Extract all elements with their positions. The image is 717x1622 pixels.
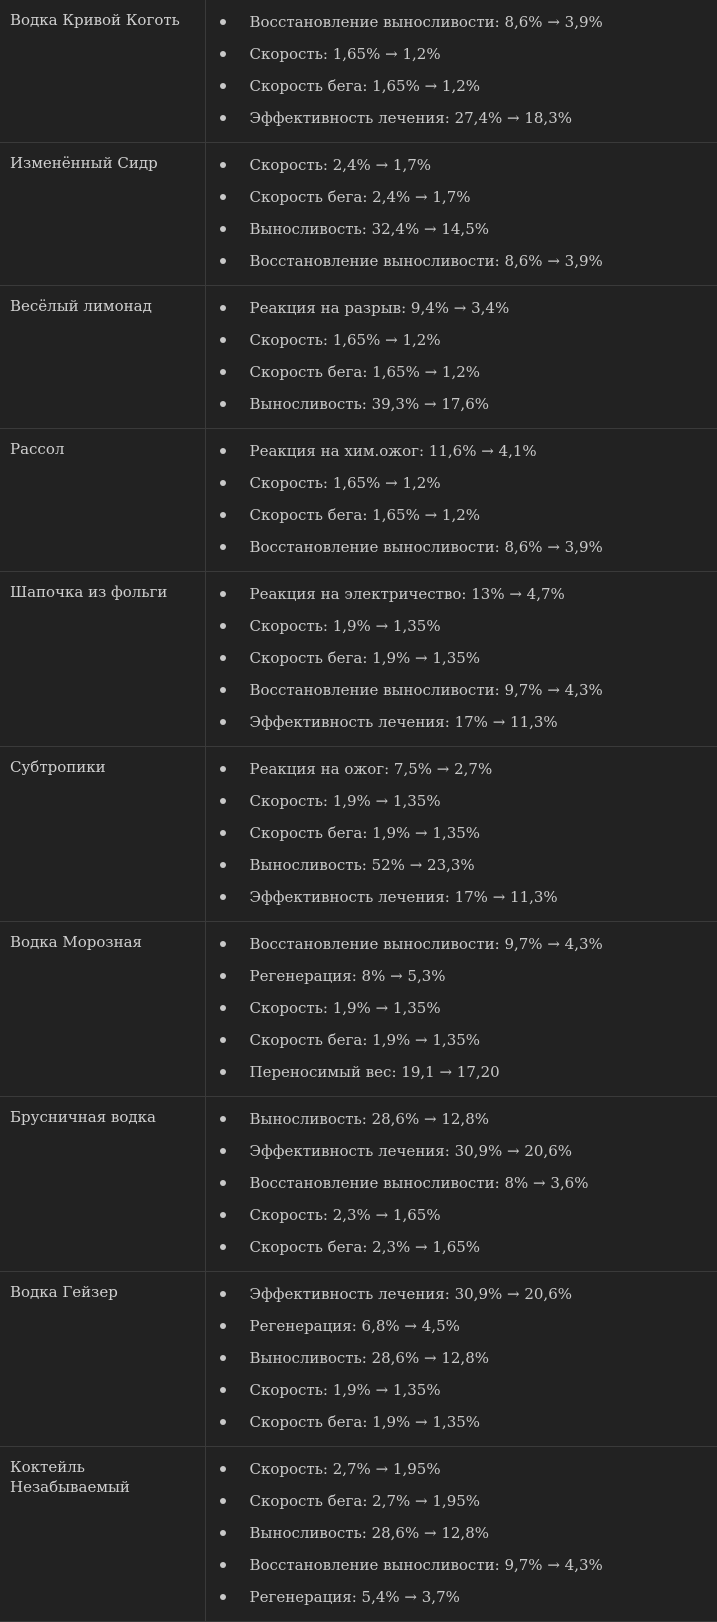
effects-list [206, 143, 717, 285]
effects-list [206, 922, 717, 1096]
bullet-icon [220, 1530, 226, 1536]
bullet-icon [220, 1466, 226, 1472]
effect-item [206, 213, 717, 245]
effects-cell [205, 143, 717, 286]
bullet-icon [220, 1498, 226, 1504]
effect-item [206, 881, 717, 913]
effect-text: Восстановление выносливости: 8,6% → 3,9% [250, 538, 603, 556]
table-row [0, 747, 717, 922]
effect-item [206, 1549, 717, 1581]
table-row [0, 572, 717, 747]
bullet-icon [220, 448, 226, 454]
effect-text: Реакция на разрыв: 9,4% → 3,4% [250, 299, 510, 317]
item-name: Водка Кривой Коготь [0, 0, 205, 143]
effect-text: Регенерация: 6,8% → 4,5% [250, 1317, 460, 1335]
bullet-icon [220, 1562, 226, 1568]
effect-text: Скорость бега: 2,4% → 1,7% [250, 188, 471, 206]
effect-item [206, 706, 717, 738]
bullet-icon [220, 1387, 226, 1393]
effect-text: Реакция на электричество: 13% → 4,7% [250, 585, 565, 603]
effect-item [206, 642, 717, 674]
effect-text: Скорость бега: 1,9% → 1,35% [250, 649, 481, 667]
bullet-icon [220, 369, 226, 375]
effect-text: Скорость бега: 1,9% → 1,35% [250, 824, 481, 842]
bullet-icon [220, 798, 226, 804]
bullet-icon [220, 1069, 226, 1075]
effect-text: Эффективность лечения: 17% → 11,3% [250, 713, 558, 731]
bullet-icon [220, 194, 226, 200]
bullet-icon [220, 1419, 226, 1425]
bullet-icon [220, 687, 226, 693]
bullet-icon [220, 1116, 226, 1122]
effect-item [206, 960, 717, 992]
bullet-icon [220, 544, 226, 550]
bullet-icon [220, 1037, 226, 1043]
effect-text: Выносливость: 32,4% → 14,5% [250, 220, 490, 238]
effect-item [206, 1231, 717, 1263]
effects-list [206, 1097, 717, 1271]
effect-item [206, 38, 717, 70]
bullet-icon [220, 51, 226, 57]
effect-item [206, 1199, 717, 1231]
item-name: Водка Гейзер [0, 1272, 205, 1447]
effect-item [206, 1278, 717, 1310]
effect-item [206, 292, 717, 324]
effect-text: Скорость бега: 1,65% → 1,2% [250, 363, 481, 381]
effects-cell [205, 922, 717, 1097]
bullet-icon [220, 1212, 226, 1218]
bullet-icon [220, 1148, 226, 1154]
item-name: Водка Морозная [0, 922, 205, 1097]
effect-item [206, 928, 717, 960]
bullet-icon [220, 337, 226, 343]
effect-text: Восстановление выносливости: 9,7% → 4,3% [250, 935, 603, 953]
effects-list [206, 429, 717, 571]
bullet-icon [220, 226, 226, 232]
effect-item [206, 102, 717, 134]
bullet-icon [220, 1323, 226, 1329]
effects-list [206, 1447, 717, 1621]
effect-item [206, 1056, 717, 1088]
effects-cell [205, 1447, 717, 1622]
bullet-icon [220, 830, 226, 836]
effect-item [206, 1517, 717, 1549]
effect-item [206, 356, 717, 388]
effect-text: Скорость: 1,65% → 1,2% [250, 331, 441, 349]
effect-text: Восстановление выносливости: 8,6% → 3,9% [250, 252, 603, 270]
bullet-icon [220, 83, 226, 89]
bullet-icon [220, 655, 226, 661]
bullet-icon [220, 623, 226, 629]
effect-item [206, 1310, 717, 1342]
bullet-icon [220, 115, 226, 121]
effect-text: Скорость: 1,9% → 1,35% [250, 999, 441, 1017]
bullet-icon [220, 480, 226, 486]
item-name: Субтропики [0, 747, 205, 922]
effect-item [206, 467, 717, 499]
table-row [0, 286, 717, 429]
effect-item [206, 849, 717, 881]
effect-item [206, 1374, 717, 1406]
effect-item [206, 245, 717, 277]
effect-text: Регенерация: 5,4% → 3,7% [250, 1588, 460, 1606]
item-name: Брусничная водка [0, 1097, 205, 1272]
effect-item [206, 1024, 717, 1056]
effect-text: Эффективность лечения: 17% → 11,3% [250, 888, 558, 906]
bullet-icon [220, 401, 226, 407]
effects-cell [205, 747, 717, 922]
bullet-icon [220, 1180, 226, 1186]
item-name: Рассол [0, 429, 205, 572]
table-row [0, 1097, 717, 1272]
effect-item [206, 499, 717, 531]
table-row [0, 1447, 717, 1622]
effect-text: Регенерация: 8% → 5,3% [250, 967, 446, 985]
effects-list [206, 747, 717, 921]
effect-text: Эффективность лечения: 27,4% → 18,3% [250, 109, 573, 127]
effect-item [206, 674, 717, 706]
effects-cell [205, 429, 717, 572]
bullet-icon [220, 862, 226, 868]
bullet-icon [220, 162, 226, 168]
effect-text: Эффективность лечения: 30,9% → 20,6% [250, 1285, 573, 1303]
effect-item [206, 1485, 717, 1517]
effect-item [206, 6, 717, 38]
effect-text: Скорость бега: 1,9% → 1,35% [250, 1031, 481, 1049]
effect-text: Скорость: 1,9% → 1,35% [250, 1381, 441, 1399]
bullet-icon [220, 1594, 226, 1600]
table-row [0, 0, 717, 143]
effect-text: Скорость: 1,65% → 1,2% [250, 474, 441, 492]
effect-text: Выносливость: 28,6% → 12,8% [250, 1349, 490, 1367]
effect-text: Выносливость: 39,3% → 17,6% [250, 395, 490, 413]
effect-text: Скорость: 1,65% → 1,2% [250, 45, 441, 63]
table-row [0, 143, 717, 286]
effect-item [206, 1167, 717, 1199]
effect-item [206, 1406, 717, 1438]
effect-text: Реакция на хим.ожог: 11,6% → 4,1% [250, 442, 537, 460]
effect-text: Скорость: 1,9% → 1,35% [250, 792, 441, 810]
effect-text: Скорость бега: 1,9% → 1,35% [250, 1413, 481, 1431]
effect-text: Восстановление выносливости: 9,7% → 4,3% [250, 681, 603, 699]
effects-cell [205, 1272, 717, 1447]
effect-text: Скорость бега: 1,65% → 1,2% [250, 506, 481, 524]
item-name: Шапочка из фольги [0, 572, 205, 747]
effect-item [206, 149, 717, 181]
effect-text: Восстановление выносливости: 8% → 3,6% [250, 1174, 589, 1192]
bullet-icon [220, 973, 226, 979]
effect-text: Скорость: 2,7% → 1,95% [250, 1460, 441, 1478]
bullet-icon [220, 512, 226, 518]
effect-text: Эффективность лечения: 30,9% → 20,6% [250, 1142, 573, 1160]
bullet-icon [220, 766, 226, 772]
effect-item [206, 1103, 717, 1135]
effect-item [206, 817, 717, 849]
bullet-icon [220, 258, 226, 264]
effect-text: Выносливость: 28,6% → 12,8% [250, 1110, 490, 1128]
effect-item [206, 181, 717, 213]
effect-text: Реакция на ожог: 7,5% → 2,7% [250, 760, 493, 778]
effects-cell [205, 0, 717, 143]
effect-text: Восстановление выносливости: 8,6% → 3,9% [250, 13, 603, 31]
effect-text: Скорость бега: 2,7% → 1,95% [250, 1492, 481, 1510]
table-row [0, 429, 717, 572]
effect-item [206, 388, 717, 420]
effect-item [206, 610, 717, 642]
effect-item [206, 1342, 717, 1374]
effects-list [206, 1272, 717, 1446]
effects-list [206, 572, 717, 746]
effect-item [206, 1453, 717, 1485]
effect-text: Восстановление выносливости: 9,7% → 4,3% [250, 1556, 603, 1574]
effect-item [206, 1135, 717, 1167]
effect-item [206, 70, 717, 102]
item-name: Коктейль Незабываемый [0, 1447, 205, 1622]
effect-item [206, 324, 717, 356]
effect-item [206, 1581, 717, 1613]
effect-text: Скорость: 2,4% → 1,7% [250, 156, 432, 174]
bullet-icon [220, 19, 226, 25]
table-row [0, 922, 717, 1097]
effect-item [206, 992, 717, 1024]
item-name: Весёлый лимонад [0, 286, 205, 429]
bullet-icon [220, 305, 226, 311]
effects-cell [205, 286, 717, 429]
effect-text: Скорость: 1,9% → 1,35% [250, 617, 441, 635]
effects-list [206, 0, 717, 142]
bullet-icon [220, 591, 226, 597]
effects-list [206, 286, 717, 428]
table-row [0, 1272, 717, 1447]
bullet-icon [220, 1355, 226, 1361]
effects-cell [205, 572, 717, 747]
effects-cell [205, 1097, 717, 1272]
bullet-icon [220, 894, 226, 900]
bullet-icon [220, 719, 226, 725]
effect-text: Выносливость: 52% → 23,3% [250, 856, 475, 874]
effect-text: Переносимый вес: 19,1 → 17,20 [250, 1063, 500, 1081]
effect-text: Скорость: 2,3% → 1,65% [250, 1206, 441, 1224]
effect-item [206, 785, 717, 817]
effect-item [206, 435, 717, 467]
effect-item [206, 753, 717, 785]
effect-item [206, 531, 717, 563]
bullet-icon [220, 1291, 226, 1297]
bullet-icon [220, 1244, 226, 1250]
bullet-icon [220, 941, 226, 947]
effect-text: Выносливость: 28,6% → 12,8% [250, 1524, 490, 1542]
bullet-icon [220, 1005, 226, 1011]
effect-text: Скорость бега: 1,65% → 1,2% [250, 77, 481, 95]
effect-text: Скорость бега: 2,3% → 1,65% [250, 1238, 481, 1256]
effect-item [206, 578, 717, 610]
item-name: Изменённый Сидр [0, 143, 205, 286]
